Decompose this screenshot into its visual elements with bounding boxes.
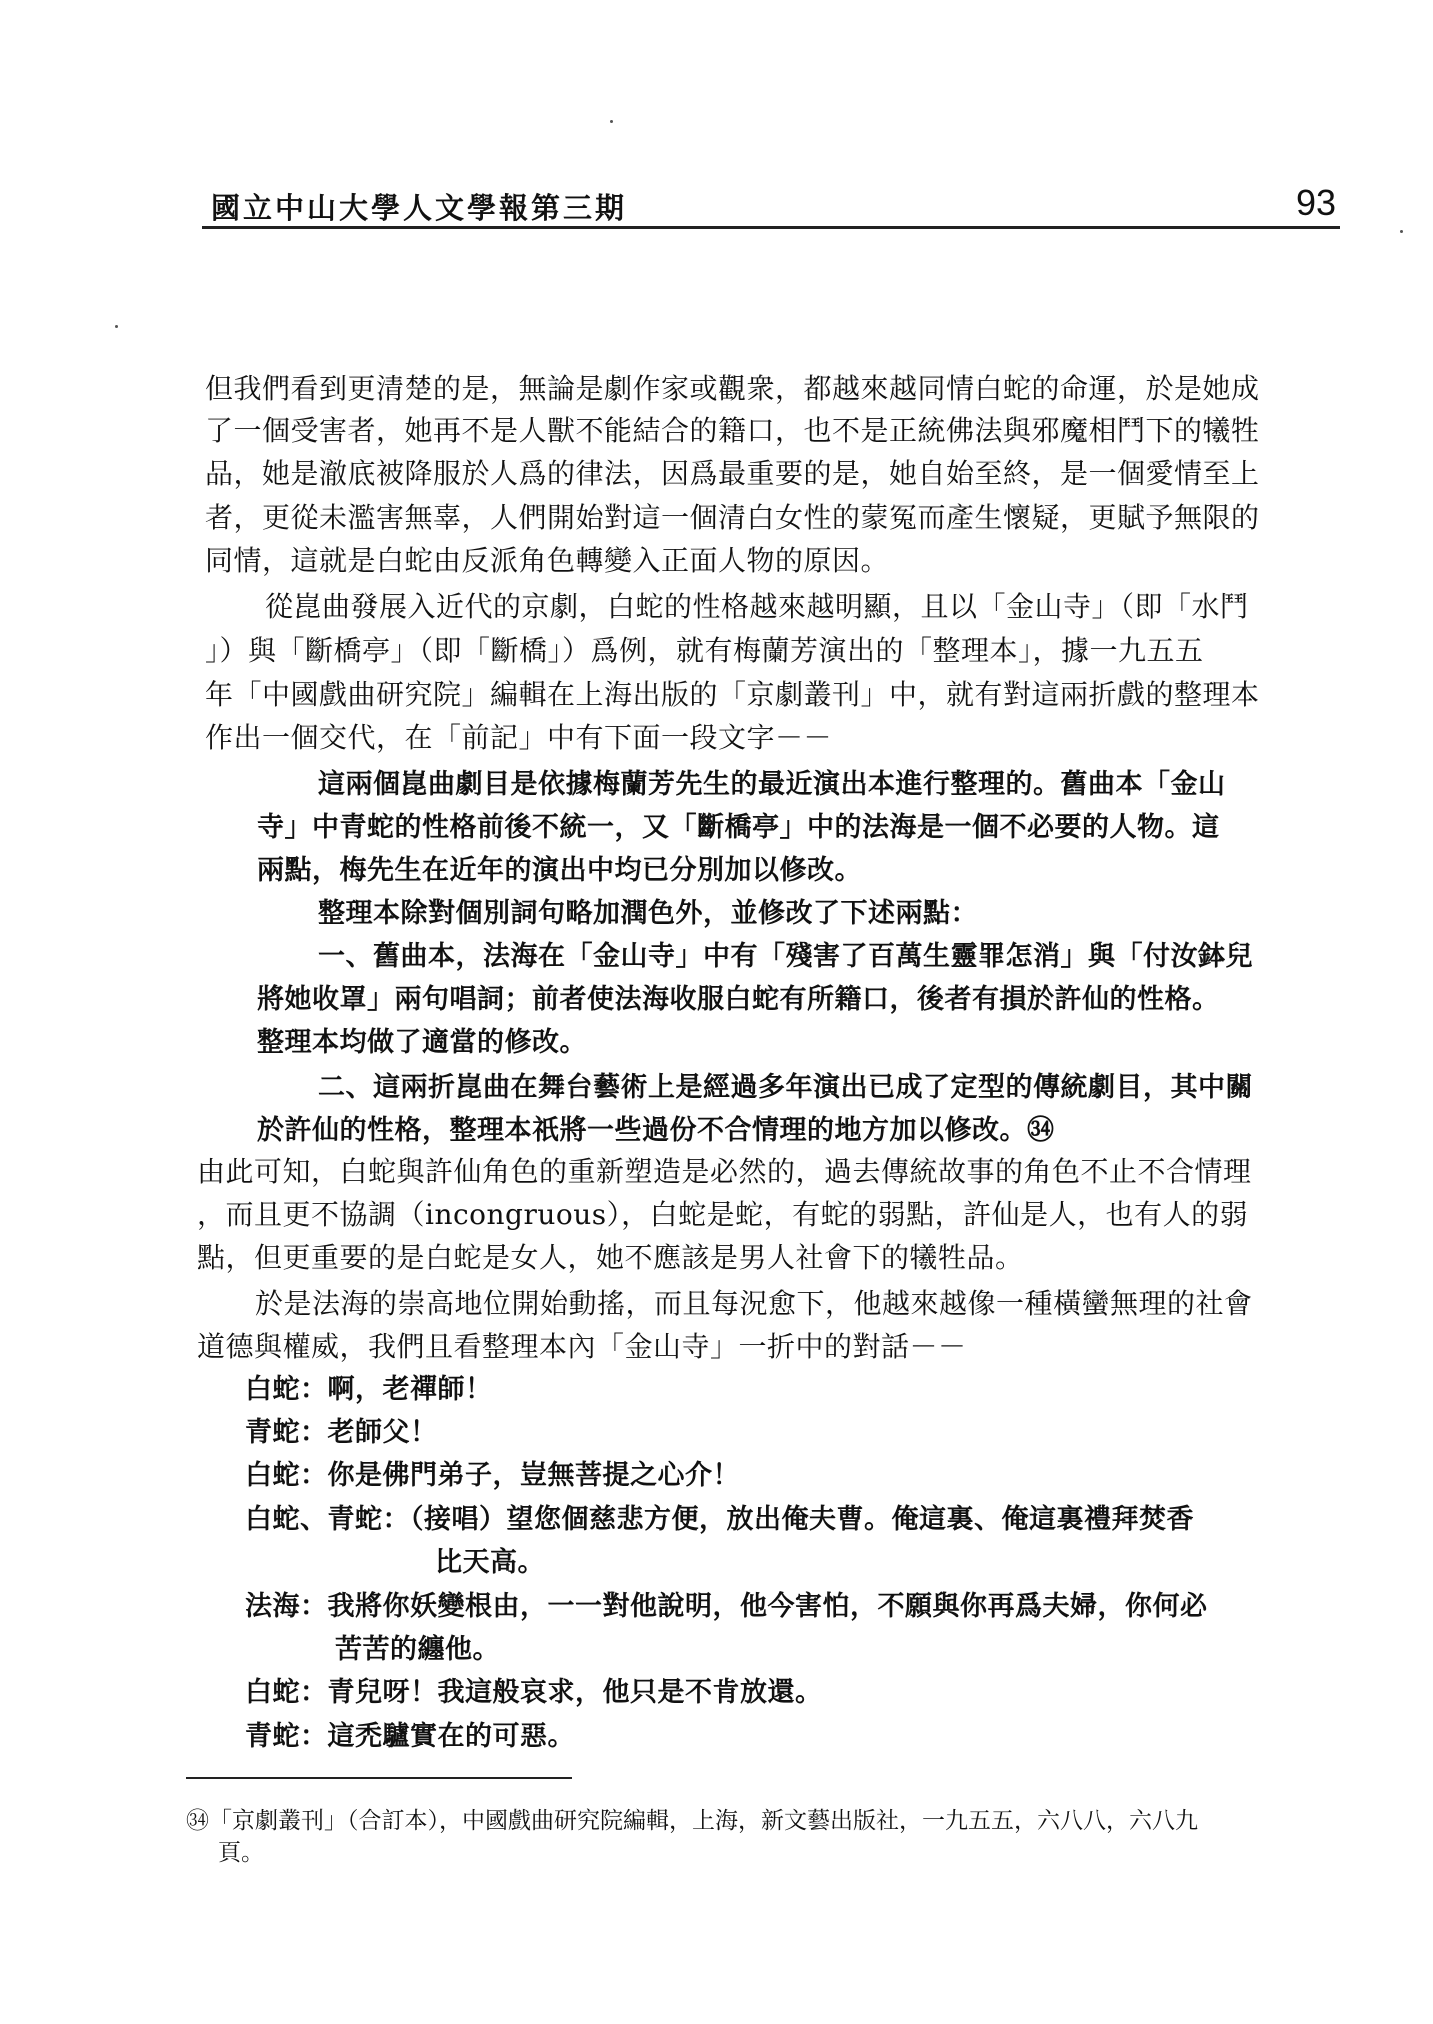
scan-speck <box>1400 230 1403 233</box>
text-line: 但我們看到更清楚的是，無論是劇作家或觀衆，都越來越同情白蛇的命運，於是她成 <box>205 372 1260 405</box>
text-line: ，而且更不協調（incongruous），白蛇是蛇，有蛇的弱點，許仙是人，也有人的弱 <box>197 1198 1249 1231</box>
footnote <box>186 1805 1326 1869</box>
scan-speck <box>610 120 613 123</box>
quote-line: 這兩個崑曲劇目是依據梅蘭芳先生的最近演出本進行整理的。舊曲本「金山 <box>318 769 1226 800</box>
footnote-line: 頁。 <box>218 1840 264 1866</box>
dialogue-line: 青蛇：這禿驢實在的可惡。 <box>245 1721 575 1752</box>
dialogue-line: 青蛇：老師父！ <box>245 1417 438 1448</box>
dialogue-line: 比天高。 <box>435 1547 545 1578</box>
text-line: 同情，這就是白蛇由反派角色轉變入正面人物的原因。 <box>205 544 890 577</box>
journal-title: 國立中山大學人文學報第三期 <box>211 191 628 225</box>
quote-line: 整理本除對個別詞句略加潤色外，並修改了下述兩點： <box>318 898 978 929</box>
dialogue-line: 法海：我將你妖變根由，一一對他說明，他今害怕，不願與你再爲夫婦，你何必 <box>245 1591 1208 1622</box>
dialogue-line: 白蛇、青蛇：（接唱）望您個慈悲方便，放出俺夫曹。俺這裏、俺這裏禮拜焚香 <box>245 1504 1194 1535</box>
text-line: 於是法海的崇高地位開始動搖，而且每況愈下，他越來越像一種橫蠻無理的社會 <box>255 1287 1253 1320</box>
quote-line: 整理本均做了適當的修改。 <box>257 1027 587 1058</box>
dialogue-line: 白蛇：青兒呀！我這般哀求，他只是不肯放還。 <box>245 1677 823 1708</box>
quote-line: 二、這兩折崑曲在舞台藝術上是經過多年演出已成了定型的傳統劇目，其中關 <box>318 1072 1253 1103</box>
dialogue-line: 白蛇：你是佛門弟子，豈無菩提之心介！ <box>245 1460 740 1491</box>
text-line: 作出一個交代，在「前記」中有下面一段文字－－ <box>205 721 833 754</box>
quote-line: 一、舊曲本，法海在「金山寺」中有「殘害了百萬生靈罪怎消」與「付汝鉢兒 <box>318 941 1253 972</box>
text-line: 品，她是澈底被降服於人爲的律法，因爲最重要的是，她自始至終，是一個愛情至上 <box>205 457 1260 490</box>
dialogue-line: 苦苦的纏他。 <box>335 1634 500 1665</box>
text-line: 道德與權威，我們且看整理本內「金山寺」一折中的對話－－ <box>197 1330 967 1363</box>
footnote-line: ㉞「京劇叢刊」（合訂本），中國戲曲研究院編輯，上海，新文藝出版社，一九五五，六八八，六八九 <box>186 1808 1198 1834</box>
footnote-rule <box>186 1777 572 1779</box>
quote-line: 兩點，梅先生在近年的演出中均已分別加以修改。 <box>257 855 862 886</box>
scan-speck <box>115 325 118 328</box>
page-number: 93 <box>1295 182 1336 223</box>
text-line: 了一個受害者，她再不是人獸不能結合的籍口，也不是正統佛法與邪魔相鬥下的犧牲 <box>205 414 1260 447</box>
quote-line: 於許仙的性格，整理本祇將一些過份不合情理的地方加以修改。㉞ <box>257 1115 1055 1146</box>
quote-line: 寺」中青蛇的性格前後不統一，又「斷橋亭」中的法海是一個不必要的人物。這 <box>257 812 1220 843</box>
text-line: 由此可知，白蛇與許仙角色的重新塑造是必然的，過去傳統故事的角色不止不合情理 <box>197 1155 1252 1188</box>
running-head <box>205 182 1340 226</box>
header-rule <box>202 226 1340 229</box>
text-line: 點，但更重要的是白蛇是女人，她不應該是男人社會下的犧牲品。 <box>197 1241 1024 1274</box>
quote-line: 將她收罩」兩句唱詞；前者使法海收服白蛇有所籍口，後者有損於許仙的性格。 <box>257 984 1220 1015</box>
text-line: 」）與「斷橋亭」（即「斷橋」）爲例，就有梅蘭芳演出的「整理本」，據一九五五 <box>205 634 1204 667</box>
text-line: 者，更從未濫害無辜，人們開始對這一個清白女性的蒙冤而產生懷疑，更賦予無限的 <box>205 501 1260 534</box>
text-line: 年「中國戲曲研究院」編輯在上海出版的「京劇叢刊」中，就有對這兩折戲的整理本 <box>205 678 1260 711</box>
dialogue-line: 白蛇：啊，老禪師！ <box>245 1374 493 1405</box>
text-line: 從崑曲發展入近代的京劇，白蛇的性格越來越明顯，且以「金山寺」（即「水鬥 <box>265 590 1249 623</box>
